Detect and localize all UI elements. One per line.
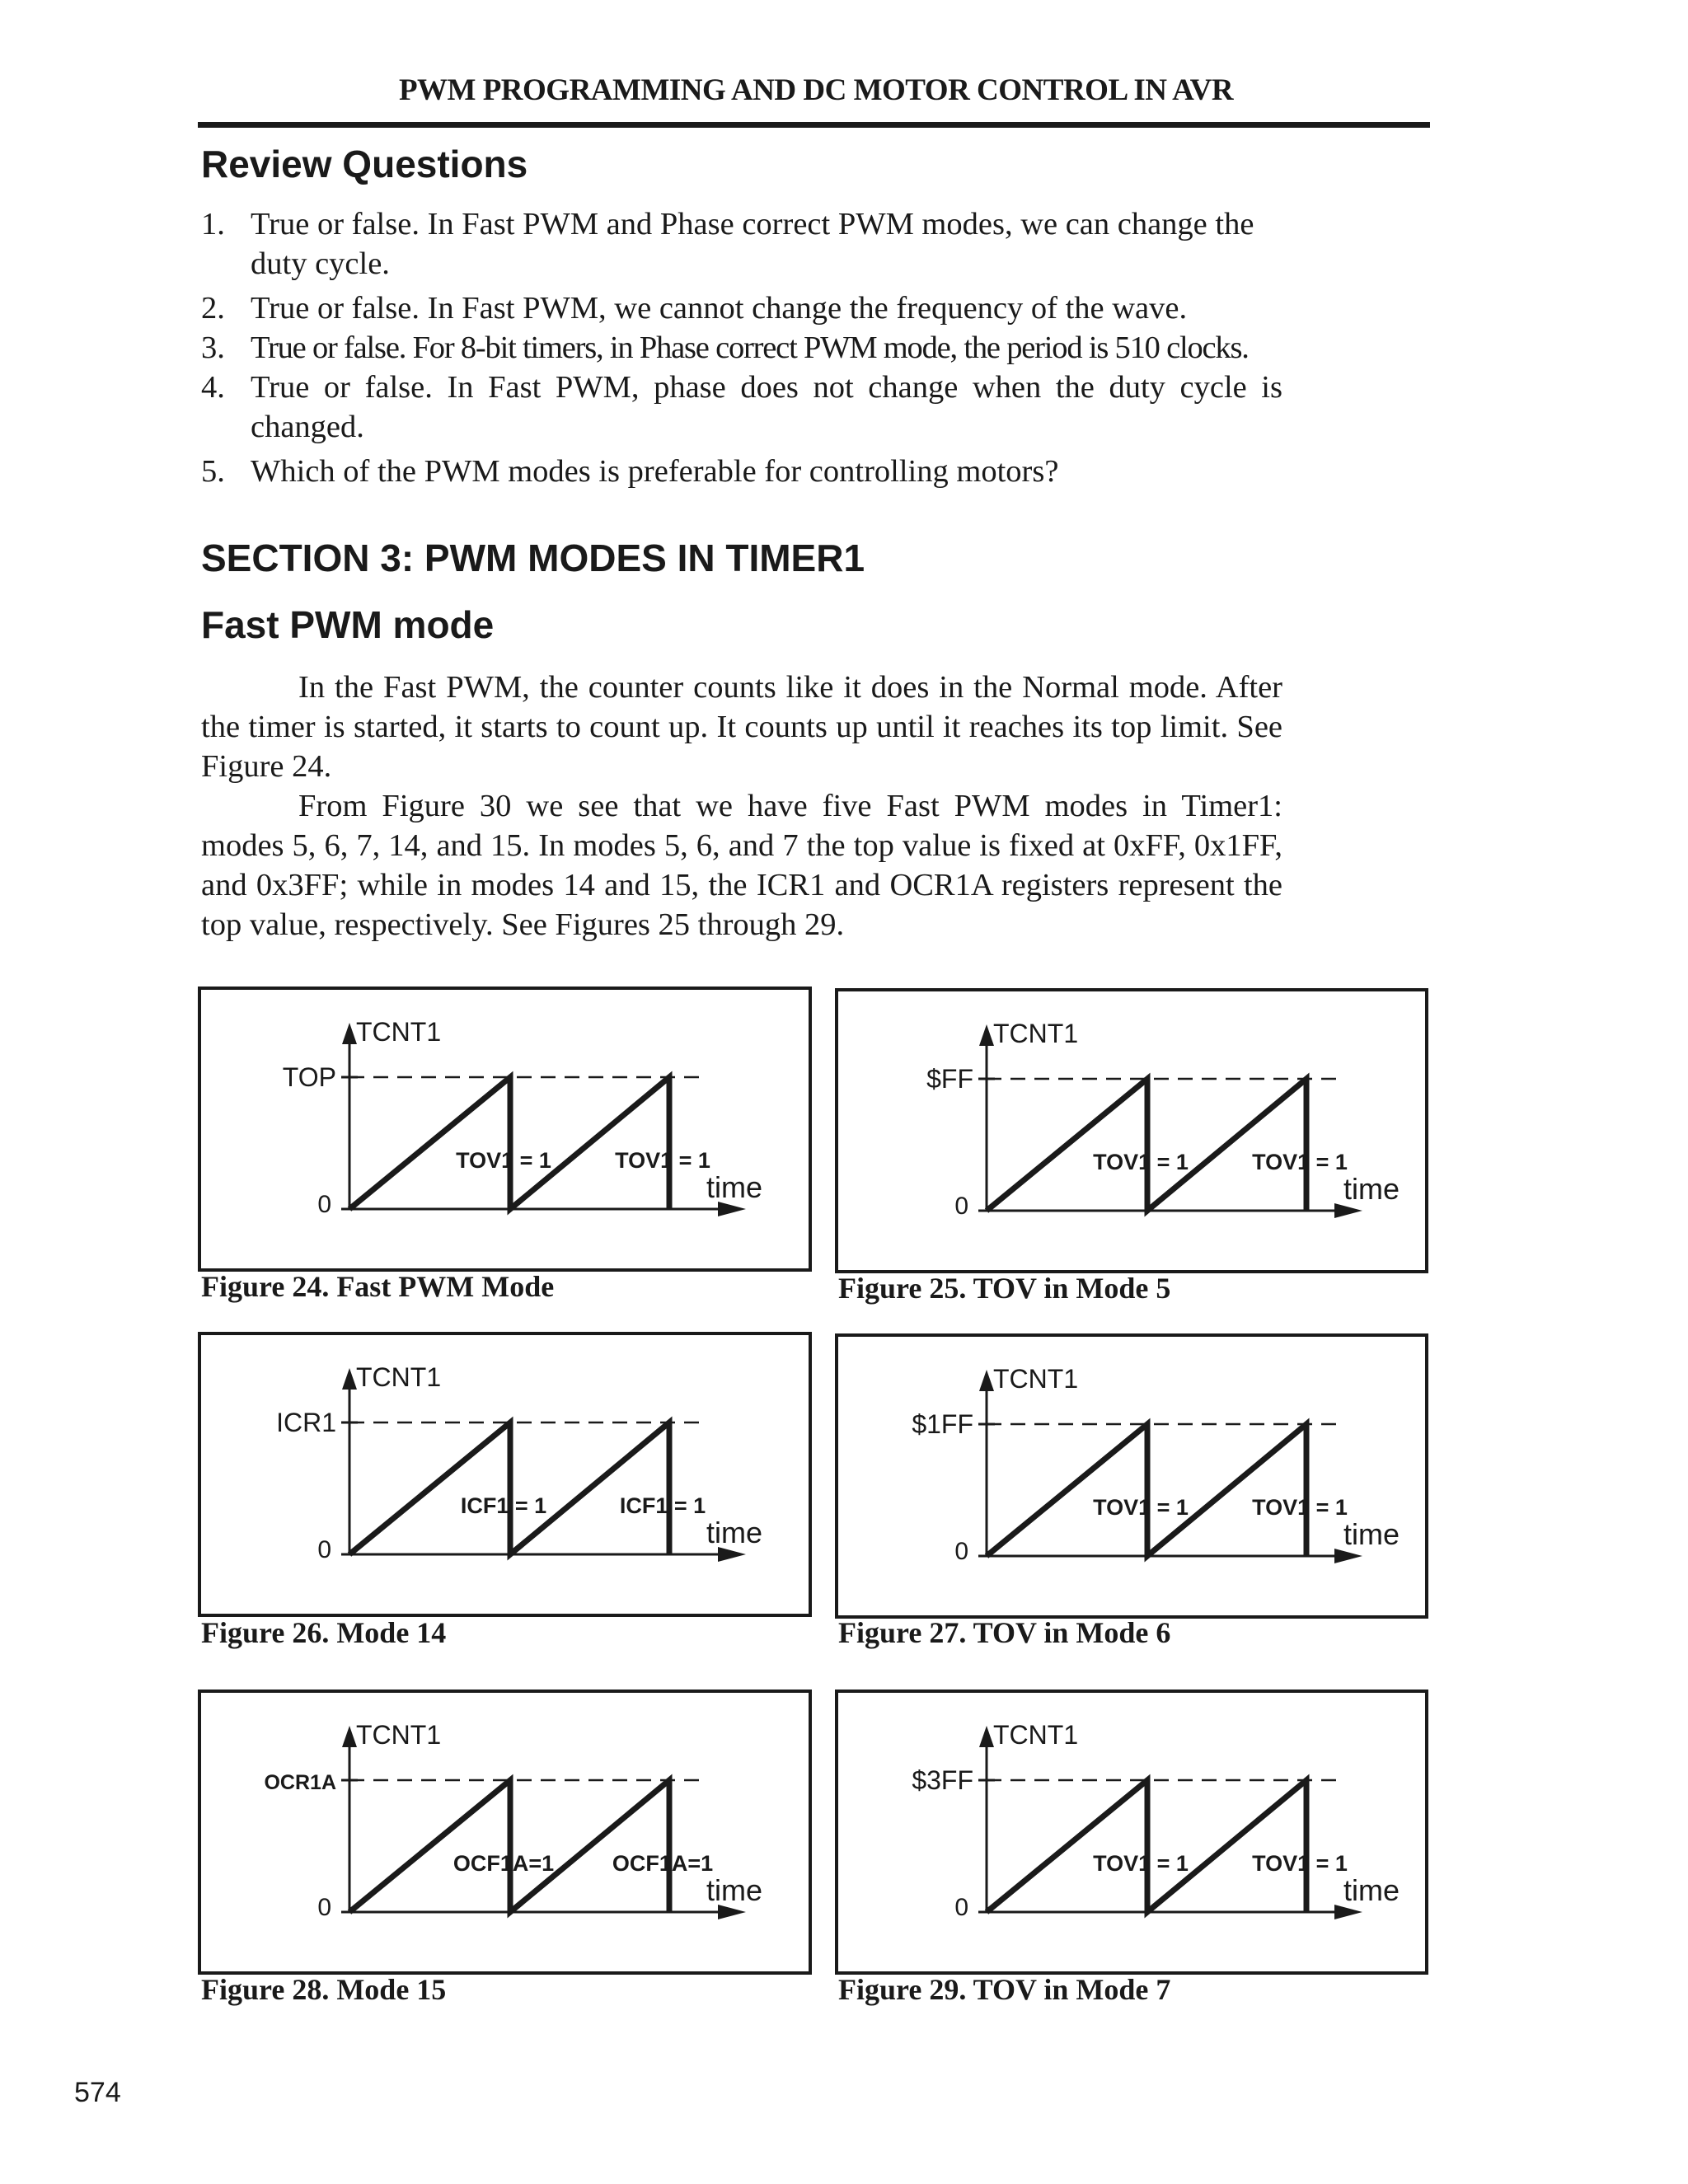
top-value-label: TOP — [282, 1062, 336, 1092]
counter-sawtooth — [987, 1424, 1306, 1556]
flag-label: TOV1 = 1 — [1093, 1495, 1189, 1520]
question-item — [201, 368, 1282, 447]
sawtooth-plot — [838, 1337, 1425, 1615]
section-heading: SECTION 3: PWM MODES IN TIMER1 — [201, 537, 865, 579]
counter-sawtooth — [987, 1780, 1306, 1912]
flag-label: OCF1A=1 — [612, 1851, 714, 1876]
y-axis-arrow — [979, 1024, 994, 1046]
figure-29-diagram — [835, 1690, 1428, 1975]
question-item — [201, 204, 1282, 284]
zero-label: 0 — [954, 1193, 968, 1220]
figure-28-diagram — [198, 1690, 812, 1975]
y-axis-label: TCNT1 — [993, 1720, 1079, 1750]
y-axis-label: TCNT1 — [356, 1362, 442, 1392]
y-axis-label: TCNT1 — [356, 1720, 442, 1750]
y-axis-arrow — [342, 1726, 357, 1747]
question-text: True or false. In Fast PWM, phase does not change when the duty cycle is changed. — [251, 370, 1282, 444]
question-number: 3. — [201, 330, 225, 365]
y-axis-arrow — [979, 1726, 994, 1747]
sawtooth-plot — [201, 990, 809, 1268]
zero-label: 0 — [317, 1894, 331, 1921]
top-value-label: ICR1 — [276, 1408, 336, 1437]
time-label: time — [706, 1516, 763, 1549]
flag-label: ICF1 = 1 — [619, 1493, 706, 1518]
zero-label: 0 — [954, 1894, 968, 1921]
flag-label: TOV1 = 1 — [1252, 1495, 1348, 1520]
sawtooth-plot — [838, 991, 1425, 1270]
flag-label: TOV1 = 1 — [615, 1148, 710, 1173]
question-text: True or false. In Fast PWM, we cannot change the frequency of the wave. — [251, 291, 1188, 326]
top-value-label: $FF — [926, 1064, 973, 1094]
page-number: 574 — [74, 2077, 121, 2108]
question-number: 4. — [201, 370, 225, 405]
question-text: True or false. For 8-bit timers, in Phase correct PWM mode, the period is 510 clocks. — [251, 330, 1249, 365]
question-number: 5. — [201, 454, 225, 489]
flag-label: TOV1 = 1 — [1252, 1150, 1348, 1174]
question-item — [201, 328, 1282, 368]
sawtooth-plot — [838, 1693, 1425, 1971]
time-label: time — [1343, 1517, 1400, 1551]
figure-25-diagram — [835, 988, 1428, 1273]
top-value-label: $3FF — [912, 1765, 973, 1795]
y-axis-label: TCNT1 — [993, 1364, 1079, 1394]
question-text: True or false. In Fast PWM and Phase correct PWM modes, we can change the duty cycle. — [251, 207, 1254, 281]
question-item — [201, 452, 1282, 491]
top-value-label: $1FF — [912, 1409, 973, 1439]
y-axis-arrow — [342, 1368, 357, 1390]
figure-29-caption: Figure 29. TOV in Mode 7 — [838, 1973, 1171, 2006]
counter-sawtooth — [349, 1422, 669, 1554]
counter-sawtooth — [349, 1077, 669, 1209]
time-label: time — [706, 1170, 763, 1204]
sawtooth-plot — [201, 1693, 809, 1971]
question-text: Which of the PWM modes is preferable for controlling motors? — [251, 454, 1059, 489]
review-questions-list — [201, 204, 1282, 491]
zero-label: 0 — [317, 1191, 331, 1218]
zero-label: 0 — [317, 1536, 331, 1563]
zero-label: 0 — [954, 1538, 968, 1565]
flag-label: TOV1 = 1 — [1093, 1851, 1189, 1876]
flag-label: TOV1 = 1 — [1252, 1851, 1348, 1876]
figure-24-diagram — [198, 987, 812, 1272]
body-text — [201, 668, 1282, 944]
flag-label: TOV1 = 1 — [456, 1148, 551, 1173]
paragraph: In the Fast PWM, the counter counts like it does in the Normal mode. After the timer is started, it starts to count up. It counts up until it reaches its top limit. See Figure 24. — [201, 670, 1282, 784]
figure-27-diagram — [835, 1333, 1428, 1619]
time-label: time — [706, 1873, 763, 1907]
flag-label: TOV1 = 1 — [1093, 1150, 1189, 1174]
y-axis-label: TCNT1 — [356, 1017, 442, 1047]
time-label: time — [1343, 1873, 1400, 1907]
flag-label: OCF1A=1 — [452, 1851, 555, 1876]
figure-26-diagram — [198, 1332, 812, 1617]
top-value-label: OCR1A — [264, 1771, 336, 1794]
counter-sawtooth — [987, 1079, 1306, 1211]
y-axis-label: TCNT1 — [993, 1019, 1079, 1048]
figure-26-caption: Figure 26. Mode 14 — [201, 1616, 447, 1649]
running-header: PWM PROGRAMMING AND DC MOTOR CONTROL IN AVR — [398, 73, 1234, 107]
y-axis-arrow — [979, 1370, 994, 1391]
subsection-heading: Fast PWM mode — [201, 603, 495, 646]
question-number: 1. — [201, 207, 225, 241]
time-label: time — [1343, 1172, 1400, 1206]
question-item — [201, 288, 1282, 328]
sawtooth-plot — [201, 1335, 809, 1614]
figure-24-caption: Figure 24. Fast PWM Mode — [201, 1270, 555, 1303]
figure-27-caption: Figure 27. TOV in Mode 6 — [838, 1616, 1171, 1649]
review-questions-heading: Review Questions — [201, 143, 528, 185]
flag-label: ICF1 = 1 — [460, 1493, 547, 1518]
header-rule — [198, 122, 1430, 128]
counter-sawtooth — [349, 1780, 669, 1912]
y-axis-arrow — [342, 1023, 357, 1044]
figure-28-caption: Figure 28. Mode 15 — [201, 1973, 447, 2006]
figure-25-caption: Figure 25. TOV in Mode 5 — [838, 1272, 1171, 1305]
paragraph: From Figure 30 we see that we have five Fast PWM modes in Timer1: modes 5, 6, 7, 14, and 15. In modes 5, 6, and 7 the top value is fixed at 0xFF, 0x1FF, and 0x3FF; while in modes 14 and 15, the ICR1 and OCR1A registers represent the top value, respectively. See Figures 25 through 29. — [201, 789, 1282, 942]
question-number: 2. — [201, 291, 225, 326]
